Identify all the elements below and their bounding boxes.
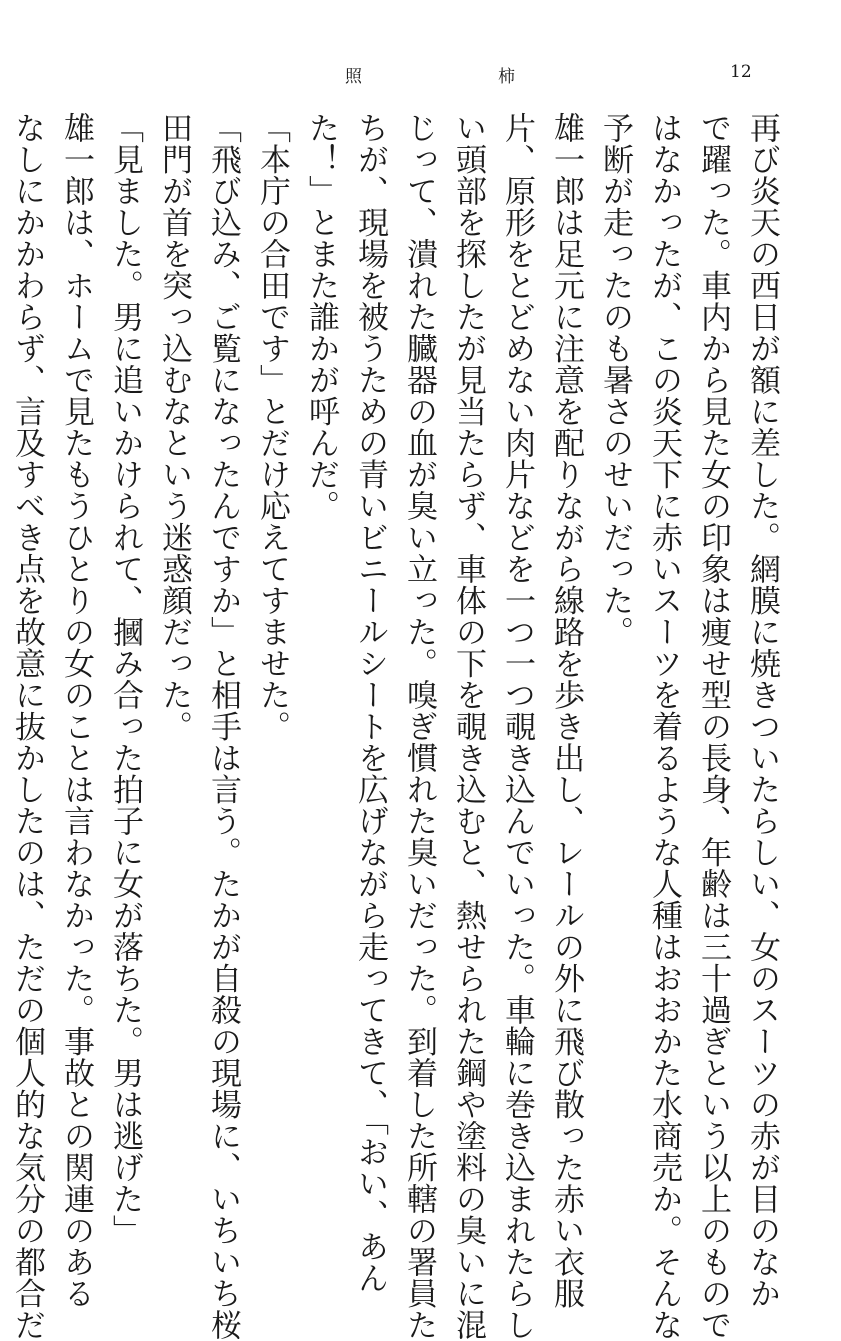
text-line: 「本庁の合田です」とだけ応えてすませた。 <box>254 112 290 742</box>
text-line: で躍った。車内から見た女の印象は痩せ型の長身、年齢は三十過ぎという以上のもので <box>695 112 731 1341</box>
text-line: 片、原形をとどめない肉片などを一つ一つ覗き込んでいった。車輪に巻き込まれたらし <box>499 112 535 1341</box>
text-line: 雄一郎は、ホームで見たもうひとりの女のことは言わなかった。事故との関連のある <box>58 112 94 1309</box>
running-title <box>345 62 515 87</box>
text-line: 再び炎天の西日が額に差した。網膜に焼きついたらしい、女のスーツの赤が目のなか <box>744 112 780 1309</box>
body-text <box>9 112 786 1341</box>
text-line: い頭部を探したが見当たらず、車体の下を覗き込むと、熱せられた鋼や塗料の臭いに混 <box>450 112 486 1341</box>
text-line: ちが、現場を被うための青いビニールシートを広げながら走ってきて、「おい、あん <box>352 112 388 1294</box>
text-line: 「飛び込み、ご覧になったんですか」と相手は言う。たかが自殺の現場に、いちいち桜 <box>205 112 241 1341</box>
text-line: 雄一郎は足元に注意を配りながら線路を歩き出し、レールの外に飛び散った赤い衣服 <box>548 112 584 1309</box>
page-number: 12 <box>730 62 752 82</box>
text-line: 「見ました。男に追いかけられて、摑み合った拍子に女が落ちた。男は逃げた」 <box>107 112 143 1246</box>
text-line: じって、潰れた臓器の血が臭い立った。嗅ぎ慣れた臭いだった。到着した所轄の署員た <box>401 112 437 1341</box>
text-line: はなかったが、この炎天下に赤いスーツを着るような人種はおおかた水商売か。そんな <box>646 112 682 1341</box>
text-line: なしにかかわらず、言及すべき点を故意に抜かしたのは、ただの個人的な気分の都合だ <box>9 112 45 1341</box>
text-line: 田門が首を突っ込むなという迷惑顔だった。 <box>156 112 192 742</box>
running-title-char-2: 柿 <box>498 67 515 87</box>
text-line: 予断が走ったのも暑さのせいだった。 <box>597 112 633 648</box>
running-title-char-1: 照 <box>345 67 362 87</box>
text-line: た！」とまた誰かが呼んだ。 <box>303 112 339 522</box>
